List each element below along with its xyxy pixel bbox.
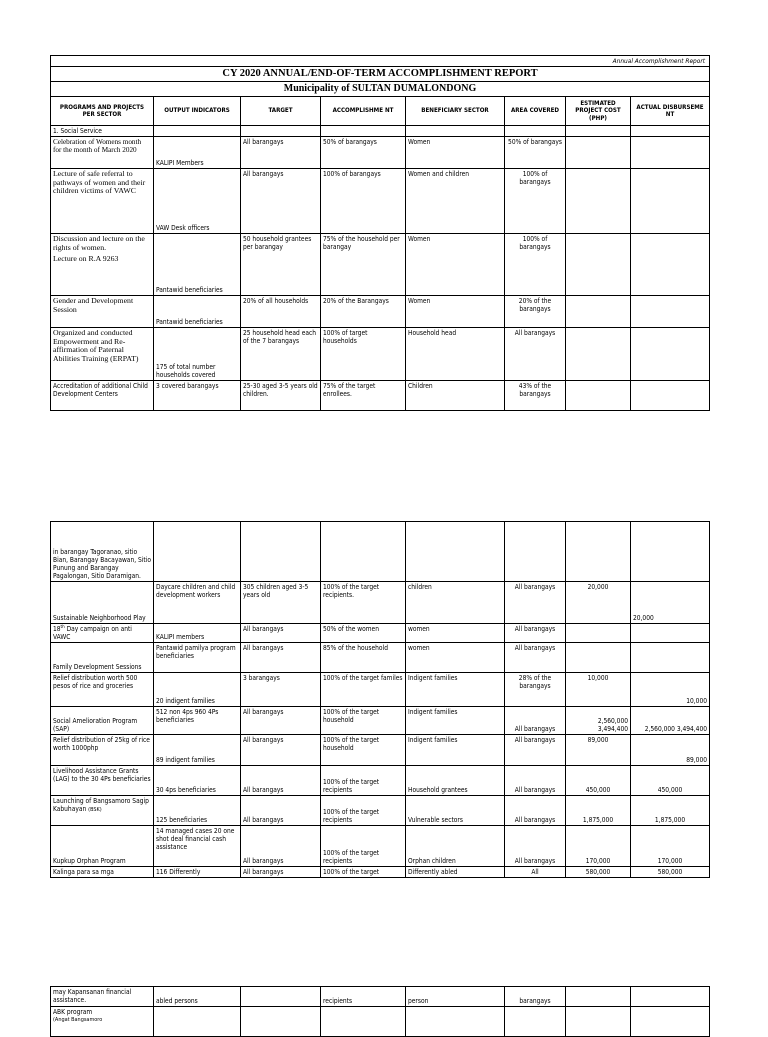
accomplishment-cell: 100% of the target familes bbox=[321, 673, 406, 707]
output-cell: 30 4ps beneficiaries bbox=[154, 766, 241, 796]
accomplishment-cell: 75% of the target enrollees. bbox=[321, 381, 406, 411]
table-row bbox=[51, 328, 710, 381]
report-tag: Annual Accomplishment Report bbox=[51, 56, 710, 67]
area-cell: All barangays bbox=[505, 796, 566, 826]
output-cell: Pantawid beneficiaries bbox=[154, 234, 241, 296]
accomplishment-cell: 100% of the target household bbox=[321, 707, 406, 735]
target-cell bbox=[241, 987, 321, 1007]
program-cell: Kupkup Orphan Program bbox=[51, 826, 154, 867]
accomplishment-cell: 50% of the women bbox=[321, 624, 406, 643]
program-cell: in barangay Tagoranao, sitio Bian, Barangay Bacayawan, Sitio Punung and Barangay Pagalongan, Sitio Daramigan. bbox=[51, 522, 154, 582]
program-cell: ABK program (Angat Bangsamoro bbox=[51, 1007, 154, 1037]
area-cell: 50% of barangays bbox=[505, 137, 566, 169]
target-cell: 25 household head each of the 7 barangays bbox=[241, 328, 321, 381]
area-cell: 28% of the barangays bbox=[505, 673, 566, 707]
actual-disbursement-cell bbox=[631, 137, 710, 169]
table-row bbox=[51, 624, 710, 643]
target-cell: All barangays bbox=[241, 169, 321, 234]
actual-disbursement-cell: 10,000 bbox=[631, 673, 710, 707]
actual-disbursement-cell: 2,560,000 3,494,400 bbox=[631, 707, 710, 735]
area-cell: All barangays bbox=[505, 643, 566, 673]
beneficiary-cell: Women bbox=[406, 296, 505, 328]
table-row bbox=[51, 234, 710, 296]
beneficiary-cell: Indigent families bbox=[406, 735, 505, 766]
actual-disbursement-cell bbox=[631, 987, 710, 1007]
target-cell: 25-30 aged 3-5 years old children. bbox=[241, 381, 321, 411]
accomplishment-cell: 20% of the Barangays bbox=[321, 296, 406, 328]
header-row bbox=[51, 97, 710, 126]
accomplishment-cell: 100% of the target recipients bbox=[321, 796, 406, 826]
actual-disbursement-cell: 450,000 bbox=[631, 766, 710, 796]
output-cell: 14 managed cases 20 one shot deal financial cash assistance bbox=[154, 826, 241, 867]
beneficiary-cell: Women bbox=[406, 234, 505, 296]
program-cell: Lecture of safe referral to pathways of women and their children victims of VAWC bbox=[51, 169, 154, 234]
program-cell bbox=[51, 234, 154, 296]
area-cell: All barangays bbox=[505, 735, 566, 766]
output-cell: Pantawid beneficiaries bbox=[154, 296, 241, 328]
actual-disbursement-cell: 580,000 bbox=[631, 867, 710, 878]
accomplishment-cell: 75% of the household per barangay bbox=[321, 234, 406, 296]
target-cell: All barangays bbox=[241, 796, 321, 826]
actual-disbursement-cell: 20,000 bbox=[631, 582, 710, 624]
program-subtext: Lecture on R.A 9263 bbox=[53, 254, 119, 264]
program-cell: Launching of Bangsamoro Sagip Kabuhayan (BSK) bbox=[51, 796, 154, 826]
beneficiary-cell: women bbox=[406, 624, 505, 643]
estimated-cost-cell: 1,875,000 bbox=[566, 796, 631, 826]
header-target: TARGET bbox=[241, 97, 321, 126]
municipality-subtitle: Municipality of SULTAN DUMALONDONG bbox=[51, 82, 710, 97]
actual-disbursement-cell bbox=[631, 296, 710, 328]
beneficiary-cell: Orphan children bbox=[406, 826, 505, 867]
area-cell: 43% of the barangays bbox=[505, 381, 566, 411]
program-cell: Celebration of Womens month for the month of March 2020 bbox=[51, 137, 154, 169]
estimated-cost-cell: 580,000 bbox=[566, 867, 631, 878]
beneficiary-cell: Women bbox=[406, 137, 505, 169]
area-cell: barangays bbox=[505, 987, 566, 1007]
target-cell: All barangays bbox=[241, 735, 321, 766]
accomplishment-cell: 85% of the household bbox=[321, 643, 406, 673]
accomplishment-cell: 100% of target households bbox=[321, 328, 406, 381]
accomplishment-cell: 50% of barangays bbox=[321, 137, 406, 169]
accomplishment-table-page3 bbox=[50, 986, 710, 1037]
header-estimated-cost: ESTIMATED PROJECT COST (PHP) bbox=[566, 97, 631, 126]
output-cell: Daycare children and child development workers bbox=[154, 582, 241, 624]
program-cell: Relief distribution worth 500 pesos of rice and groceries bbox=[51, 673, 154, 707]
estimated-cost-cell: 170,000 bbox=[566, 826, 631, 867]
beneficiary-cell: Differently abled bbox=[406, 867, 505, 878]
accomplishment-cell: 100% of the target household bbox=[321, 735, 406, 766]
program-cell: Gender and Development Session bbox=[51, 296, 154, 328]
table-row bbox=[51, 582, 710, 624]
target-cell: All barangays bbox=[241, 137, 321, 169]
table-row bbox=[51, 766, 710, 796]
accomplishment-table-page2 bbox=[50, 521, 710, 878]
target-cell: 305 children aged 3-5 years old bbox=[241, 582, 321, 624]
program-cell: Relief distribution of 25kg of rice worth 1000php bbox=[51, 735, 154, 766]
area-cell: All barangays bbox=[505, 328, 566, 381]
beneficiary-cell: Household head bbox=[406, 328, 505, 381]
target-cell: All barangays bbox=[241, 643, 321, 673]
estimated-cost-cell bbox=[566, 987, 631, 1007]
estimated-cost-cell: 2,560,000 3,494,400 bbox=[566, 707, 631, 735]
table-row bbox=[51, 987, 710, 1007]
output-cell: Pantawid pamilya program beneficiaries bbox=[154, 643, 241, 673]
actual-disbursement-cell bbox=[631, 169, 710, 234]
header-beneficiary: BENEFICIARY SECTOR bbox=[406, 97, 505, 126]
table-row bbox=[51, 169, 710, 234]
table-row bbox=[51, 296, 710, 328]
program-cell: Accreditation of additional Child Development Centers bbox=[51, 381, 154, 411]
actual-disbursement-cell bbox=[631, 234, 710, 296]
program-cell: Sustainable Neighborhood Play bbox=[51, 582, 154, 624]
area-cell: 100% of barangays bbox=[505, 234, 566, 296]
target-cell: All barangays bbox=[241, 826, 321, 867]
beneficiary-cell: children bbox=[406, 582, 505, 624]
target-cell: All barangays bbox=[241, 707, 321, 735]
table-row bbox=[51, 673, 710, 707]
accomplishment-cell: 100% of barangays bbox=[321, 169, 406, 234]
header-actual-disbursement: ACTUAL DISBURSEME NT bbox=[631, 97, 710, 126]
beneficiary-cell: Indigent families bbox=[406, 707, 505, 735]
target-cell: All barangays bbox=[241, 624, 321, 643]
estimated-cost-cell bbox=[566, 169, 631, 234]
program-cell: Organized and conducted Empowerment and Re-affirmation of Paternal Abilities Training (ERPAT) bbox=[51, 328, 154, 381]
beneficiary-cell: Vulnerable sectors bbox=[406, 796, 505, 826]
actual-disbursement-cell bbox=[631, 643, 710, 673]
output-cell: 3 covered barangays bbox=[154, 381, 241, 411]
target-cell: 3 barangays bbox=[241, 673, 321, 707]
estimated-cost-cell: 89,000 bbox=[566, 735, 631, 766]
table-row bbox=[51, 381, 710, 411]
actual-disbursement-cell bbox=[631, 624, 710, 643]
program-cell: Social Amelioration Program (SAP) bbox=[51, 707, 154, 735]
program-cell: may Kapansanan financial assistance. bbox=[51, 987, 154, 1007]
estimated-cost-cell bbox=[566, 296, 631, 328]
target-cell: All barangays bbox=[241, 867, 321, 878]
program-text: Discussion and lecture on the rights of women. bbox=[53, 234, 145, 252]
accomplishment-cell: 100% of the target recipients bbox=[321, 826, 406, 867]
actual-disbursement-cell bbox=[631, 328, 710, 381]
estimated-cost-cell bbox=[566, 381, 631, 411]
output-cell: 20 indigent families bbox=[154, 673, 241, 707]
area-cell: All barangays bbox=[505, 766, 566, 796]
actual-disbursement-cell bbox=[631, 381, 710, 411]
output-cell: 512 non 4ps 960 4Ps beneficiaries bbox=[154, 707, 241, 735]
table-row bbox=[51, 643, 710, 673]
header-programs: PROGRAMS AND PROJECTS PER SECTOR bbox=[51, 97, 154, 126]
table-row bbox=[51, 826, 710, 867]
output-cell: 125 beneficiaries bbox=[154, 796, 241, 826]
estimated-cost-cell bbox=[566, 137, 631, 169]
output-cell: KALIPI Members bbox=[154, 137, 241, 169]
target-cell: All barangays bbox=[241, 766, 321, 796]
estimated-cost-cell bbox=[566, 234, 631, 296]
accomplishment-cell: recipients bbox=[321, 987, 406, 1007]
section-label: 1. Social Service bbox=[51, 126, 154, 137]
estimated-cost-cell bbox=[566, 643, 631, 673]
area-cell: All barangays bbox=[505, 624, 566, 643]
accomplishment-cell: 100% of the target recipients. bbox=[321, 582, 406, 624]
table-row bbox=[51, 1007, 710, 1037]
area-cell: All barangays bbox=[505, 582, 566, 624]
beneficiary-cell: Women and children bbox=[406, 169, 505, 234]
area-cell: 100% of barangays bbox=[505, 169, 566, 234]
estimated-cost-cell: 10,000 bbox=[566, 673, 631, 707]
program-cell: Livelihood Assistance Grants (LAG) to the 30 4Ps beneficiaries bbox=[51, 766, 154, 796]
beneficiary-cell: Household grantees bbox=[406, 766, 505, 796]
program-cell: Family Development Sessions bbox=[51, 643, 154, 673]
estimated-cost-cell bbox=[566, 624, 631, 643]
output-cell: VAW Desk officers bbox=[154, 169, 241, 234]
target-cell: 50 household grantees per barangay bbox=[241, 234, 321, 296]
estimated-cost-cell: 450,000 bbox=[566, 766, 631, 796]
table-row bbox=[51, 796, 710, 826]
area-cell: All barangays bbox=[505, 826, 566, 867]
area-cell: 20% of the barangays bbox=[505, 296, 566, 328]
target-cell: 20% of all households bbox=[241, 296, 321, 328]
actual-disbursement-cell: 170,000 bbox=[631, 826, 710, 867]
table-row bbox=[51, 707, 710, 735]
output-cell: 89 indigent families bbox=[154, 735, 241, 766]
output-cell: 116 Differently bbox=[154, 867, 241, 878]
program-cell: 18th Day campaign on anti VAWC bbox=[51, 624, 154, 643]
table-row bbox=[51, 867, 710, 878]
area-cell: All bbox=[505, 867, 566, 878]
estimated-cost-cell: 20,000 bbox=[566, 582, 631, 624]
accomplishment-cell: 100% of the target recipients bbox=[321, 766, 406, 796]
area-cell: All barangays bbox=[505, 707, 566, 735]
accomplishment-cell: 100% of the target bbox=[321, 867, 406, 878]
actual-disbursement-cell: 1,875,000 bbox=[631, 796, 710, 826]
output-cell: abled persons bbox=[154, 987, 241, 1007]
estimated-cost-cell bbox=[566, 328, 631, 381]
actual-disbursement-cell: 89,000 bbox=[631, 735, 710, 766]
table-row bbox=[51, 522, 710, 582]
header-area: AREA COVERED bbox=[505, 97, 566, 126]
header-accomplishment: ACCOMPLISHME NT bbox=[321, 97, 406, 126]
report-title: CY 2020 ANNUAL/END-OF-TERM ACCOMPLISHMENT REPORT bbox=[51, 67, 710, 82]
beneficiary-cell: Children bbox=[406, 381, 505, 411]
output-cell: KALIPI members bbox=[154, 624, 241, 643]
header-output: OUTPUT INDICATORS bbox=[154, 97, 241, 126]
table-row bbox=[51, 137, 710, 169]
program-cell: Kalinga para sa mga bbox=[51, 867, 154, 878]
table-row bbox=[51, 735, 710, 766]
accomplishment-table-page1 bbox=[50, 55, 710, 411]
output-cell: 175 of total number households covered bbox=[154, 328, 241, 381]
beneficiary-cell: Indigent families bbox=[406, 673, 505, 707]
beneficiary-cell: women bbox=[406, 643, 505, 673]
beneficiary-cell: person bbox=[406, 987, 505, 1007]
